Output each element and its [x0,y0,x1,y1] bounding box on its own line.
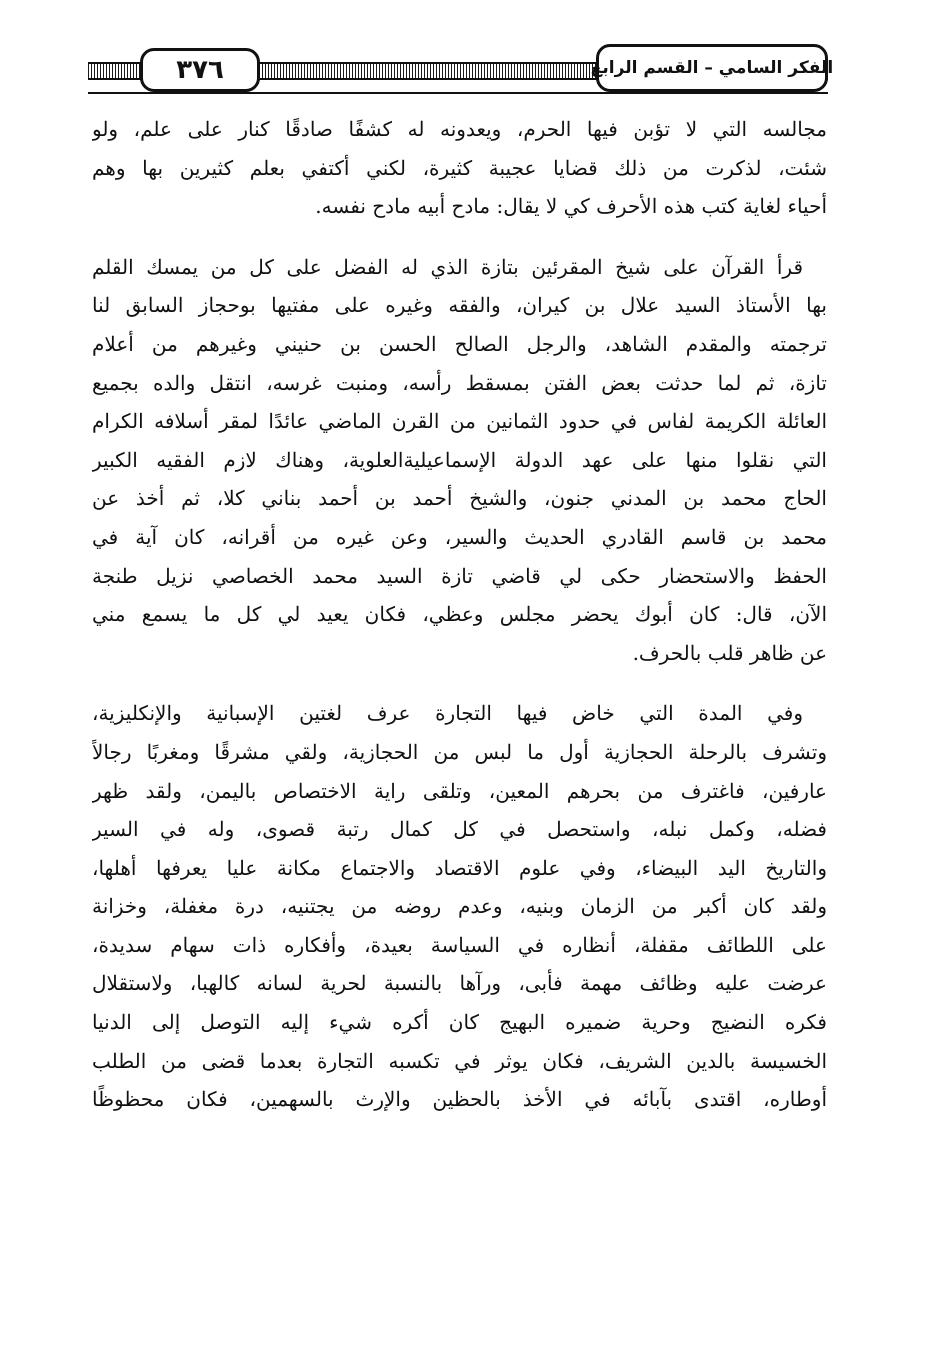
text-line: وتشرف بالرحلة الحجازية أول ما لبس من الحجازية، ولقي مشرقًا ومغربًا رجالاً [92,739,827,764]
running-title: الفكر السامي – القسم الرابع [596,44,828,92]
header-rule [88,92,828,94]
text-line: ترجمته والمقدم الشاهد، والرجل الصالح الحسن بن حنيني وغيرهم من أعلام [92,331,827,356]
text-line: العائلة الكريمة لفاس في حدود الثمانين من القرن الماضي عائدًا لمقر أسلافه الكرام [92,409,827,434]
page-number: ٣٧٦ [140,48,260,92]
page-body [92,110,827,1119]
paragraph-gap [92,226,827,248]
text-line: الحاج محمد بن المدني جنون، والشيخ أحمد بن أحمد بناني كلا، ثم أخذ عن [92,486,827,511]
paragraph-3 [92,694,827,1119]
text-line: بها الأستاذ السيد علال بن كيران، والفقه وغيره على مفتيها بوحجاز السابق لنا [92,293,827,318]
paragraph-gap [92,672,827,694]
text-line: عن ظاهر قلب بالحرف. [632,640,827,665]
text-line: والتاريخ اليد البيضاء، وفي علوم الاقتصاد والاجتماع مكانة عليا يعرفها أهلها، [92,855,827,880]
text-line: على اللطائف مقفلة، أنظاره في السياسة بعيدة، وأفكاره ذات سهام سديدة، [92,932,827,957]
text-line: ولقد كان أكبر من الزمان وبنيه، وعدم روضه من يجتنيه، درة مغفلة، وخزانة [92,894,827,919]
text-line: الخسيسة بالدين الشريف، فكان يوثر في تكسبه التجارة بعدما قضى من الطلب [92,1048,827,1073]
text-line: الحفظ والاستحضار حكى لي قاضي تازة السيد محمد الخصاصي نزيل طنجة [92,563,827,588]
text-line: فكره النضيج وحرية ضميره البهيج كان أكره شيء إليه التوصل إلى الدنيا [92,1010,827,1035]
text-line: تازة، ثم لما حدثت بعض الفتن بمسقط رأسه، ومنبت غرسه، انتقل والده بجميع [92,370,827,395]
text-line: وفي المدة التي خاض فيها التجارة عرف لغتين الإسبانية والإنكليزية، [92,701,803,726]
text-line: عرضت عليه وظائف مهمة فأبى، ورآها بالنسبة لحرية لسانه كالهبا، ولاستقلال [92,971,827,996]
paragraph-2 [92,248,827,673]
paragraph-1 [92,110,827,226]
text-line: شئت، لذكرت من ذلك قضايا عجيبة كثيرة، لكني أكتفي بعلم كثيرين بها وهم [92,155,827,180]
text-line: التي نقلوا منها على عهد الدولة الإسماعيليةالعلوية، وهناك لازم الفقيه الكبير [92,447,827,472]
page-header [88,40,834,98]
text-line: عارفين، فاغترف من بحرهم المعين، وتلقى راية الاختصاص باليمن، ولقد ظهر [92,778,827,803]
text-line: أوطاره، اقتدى بآبائه في الأخذ بالحظين والإرث بالسهمين، فكان محظوظًا [92,1087,827,1112]
text-line: مجالسه التي لا تؤبن فيها الحرم، ويعدونه له كشفًا صادقًا كنار على علم، ولو [92,117,827,141]
text-line: الآن، قال: كان أبوك يحضر مجلس وعظي، فكان يعيد لي كل ما يسمع مني [92,602,827,627]
text-line: محمد بن قاسم القادري الحديث والسير، وعن غيره من أقرانه، كان آية في [92,524,827,549]
text-line: قرأ القرآن على شيخ المقرئين بتازة الذي له الفضل على كل من يمسك القلم [92,254,803,279]
text-line: أحياء لغاية كتب هذه الأحرف كي لا يقال: مادح أبيه مادح نفسه. [315,194,827,219]
text-line: فضله، وكمل نبله، واستحصل في كل كمال رتبة قصوى، وله في السير [92,817,827,842]
